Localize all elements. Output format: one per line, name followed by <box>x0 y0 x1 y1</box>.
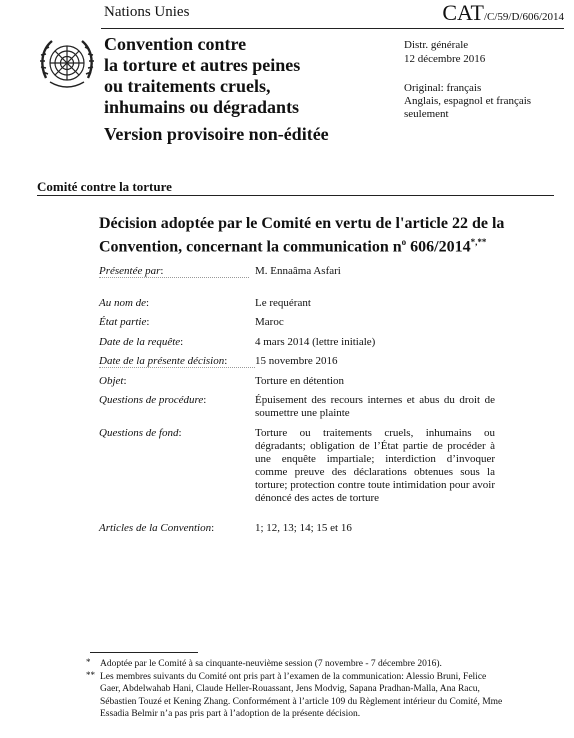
field-value: 1; 12, 13; 14; 15 et 16 <box>255 522 352 534</box>
field-value: Le requérant <box>255 297 311 309</box>
distribution-date: 12 décembre 2016 <box>404 53 486 65</box>
available-languages: Anglais, espagnol et français seulement <box>404 95 532 120</box>
field-label-text: Date de la requête <box>99 336 181 348</box>
convention-title <box>104 34 394 118</box>
footnote-text: Les membres suivants du Comité ont pris part à l’examen de la communication: Alessio Bruni, Felice Gaer, Abdelwahab Hani, Claude Heller-Rouassant, Jens Modvig, Sapana Pradhan-Malla, Ana Racu, Sébastien Touzé et Kening Zhang. Conformément à l’article 109 du Règlement intérieur du Comité, Mme Essadia Belmir n’a pas pris part à l’adoption de la présente décision. <box>100 671 503 719</box>
field-label: Présentée par: <box>99 265 249 278</box>
distribution-type: Distr. générale <box>404 39 469 51</box>
field-label: État partie: <box>99 316 150 328</box>
field-label-text: Au nom de <box>99 297 147 309</box>
organization-name: Nations Unies <box>104 4 190 20</box>
convention-title-line: ou traitements cruels, <box>104 76 271 96</box>
footnotes <box>86 658 506 721</box>
field-label: Questions de fond: <box>99 427 182 439</box>
field-value: Torture ou traitements cruels, inhumains ou dégradants; obligation de l’État partie de procéder à une enquête impartiale; interdiction d’invoquer comme preuve des déclarations obtenues sous la torture; protection contre toute intimidation pour avoir dénoncé des actes de torture <box>255 427 495 504</box>
number-superscript: o <box>401 237 407 247</box>
language-block <box>404 82 554 121</box>
footnote <box>86 671 506 721</box>
field-value: 15 novembre 2016 <box>255 355 338 367</box>
version-note: Version provisoire non-éditée <box>104 124 329 144</box>
field-label-text: Objet <box>99 375 124 387</box>
symbol-sub: /C/59/D/606/2014 <box>483 11 564 23</box>
distribution-block <box>404 38 485 66</box>
footnote-reference: *,** <box>470 237 487 247</box>
decision-title-text: Décision adoptée par le Comité en vertu de l'article 22 de la Convention, concernant la communication n <box>99 215 505 256</box>
original-language: Original: français <box>404 82 482 94</box>
document-symbol <box>442 0 564 26</box>
field-label: Au nom de: <box>99 297 150 309</box>
convention-title-line: Convention contre <box>104 34 247 54</box>
footnote-text: Adoptée par le Comité à sa cinquante-neuvième session (7 novembre - 7 décembre 2016). <box>100 659 442 669</box>
footnote-mark: * <box>86 657 91 667</box>
field-label-text: Questions de fond <box>99 427 179 439</box>
footnote-rule <box>90 652 198 653</box>
field-label-text: Présentée par <box>99 265 161 277</box>
decision-title <box>99 214 519 256</box>
field-value: Torture en détention <box>255 375 345 387</box>
field-label-text: Date de la présente décision <box>99 355 225 367</box>
field-label-text: État partie <box>99 316 147 328</box>
footnote-mark: ** <box>86 669 95 680</box>
field-label: Articles de la Convention: <box>99 522 215 534</box>
field-value: Maroc <box>255 316 284 328</box>
field-label: Date de la requête: <box>99 336 184 348</box>
header-rule <box>101 28 564 29</box>
field-value: Épuisement des recours internes et abus du droit de soumettre une plainte <box>255 394 495 419</box>
committee-name: Comité contre la torture <box>37 179 172 194</box>
symbol-main: CAT <box>442 0 484 25</box>
field-label: Questions de procédure: <box>99 394 207 406</box>
un-emblem-icon <box>36 34 98 96</box>
communication-number: 606/2014 <box>406 238 471 256</box>
footnote <box>86 658 506 671</box>
field-value: 4 mars 2014 (lettre initiale) <box>255 336 376 348</box>
field-value: M. Ennaâma Asfari <box>255 265 341 277</box>
field-label: Date de la présente décision: <box>99 355 255 368</box>
convention-title-line: inhumains ou dégradants <box>104 97 300 117</box>
field-label-text: Articles de la Convention <box>99 522 212 534</box>
committee-rule <box>37 195 554 196</box>
convention-title-line: la torture et autres peines <box>104 55 301 75</box>
field-label-text: Questions de procédure <box>99 394 204 406</box>
field-label: Objet: <box>99 375 127 387</box>
